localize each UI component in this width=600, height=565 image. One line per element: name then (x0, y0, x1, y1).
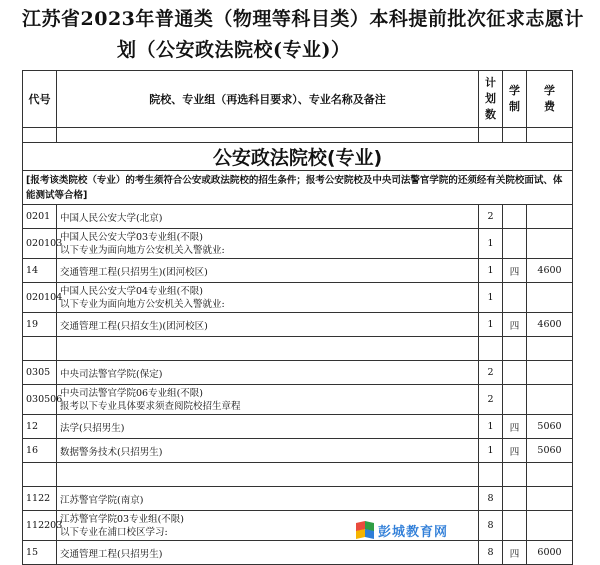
cell-description: 交通管理工程(只招女生)(团河校区) (57, 313, 479, 337)
cell-description: 中国人民公安大学(北京) (57, 205, 479, 229)
cell-plan-count: 1 (479, 259, 503, 283)
cell-fee: 6000 (527, 541, 573, 565)
spacer-cell (503, 128, 527, 143)
spacer-cell (57, 128, 479, 143)
cell-fee: 5060 (527, 415, 573, 439)
cell-description: 江苏警官学院(南京) (57, 487, 479, 511)
cell-years: 四 (503, 541, 527, 565)
cell-code: 112203 (23, 511, 57, 541)
table-row (23, 229, 573, 259)
cell-years (503, 361, 527, 385)
cell-plan-count: 1 (479, 439, 503, 463)
cell-code: 16 (23, 439, 57, 463)
cell-plan-count: 2 (479, 361, 503, 385)
title-line-1: 江苏省2023年普通类（物理等科目类）本科提前批次征求志愿计 (22, 8, 584, 30)
table-row (23, 259, 573, 283)
cell-description: 交通管理工程(只招男生) (57, 541, 479, 565)
book-logo-icon (356, 522, 374, 538)
cell-plan-count: 1 (479, 313, 503, 337)
table-row (23, 205, 573, 229)
cell-code: 15 (23, 541, 57, 565)
table-row (23, 283, 573, 313)
cell-years (503, 229, 527, 259)
cell-years (503, 283, 527, 313)
cell-fee (527, 487, 573, 511)
table-row (23, 487, 573, 511)
cell-fee (527, 337, 573, 361)
header-plan-count (479, 71, 503, 128)
header-plan-count-text: 计划数 (485, 76, 496, 121)
cell-description: 数据警务技术(只招男生) (57, 439, 479, 463)
cell-fee (527, 283, 573, 313)
cell-plan-count: 2 (479, 385, 503, 415)
cell-description: 交通管理工程(只招男生)(团河校区) (57, 259, 479, 283)
cell-years: 四 (503, 259, 527, 283)
table-row (23, 511, 573, 541)
cell-description: 中国人民公安大学04专业组(不限) 以下专业为面向地方公安机关入警就业: (57, 283, 479, 313)
header-years-text: 学制 (509, 84, 520, 113)
cell-code: 030506 (23, 385, 57, 415)
cell-code (23, 463, 57, 487)
watermark-text: 彭城教育网 (378, 524, 449, 540)
table-row (23, 541, 573, 565)
cell-description: 中央司法警官学院06专业组(不限) 报考以下专业具体要求须查阅院校招生章程 (57, 385, 479, 415)
cell-plan-count: 2 (479, 205, 503, 229)
admission-plan-table (22, 70, 573, 565)
cell-code: 0305 (23, 361, 57, 385)
cell-code: 1122 (23, 487, 57, 511)
spacer-cell (23, 128, 57, 143)
cell-fee: 4600 (527, 259, 573, 283)
cell-description: 中央司法警官学院(保定) (57, 361, 479, 385)
category-heading: 公安政法院校(专业) (23, 143, 573, 171)
cell-code: 19 (23, 313, 57, 337)
spacer-cell (527, 128, 573, 143)
cell-description (57, 337, 479, 361)
table-row (23, 337, 573, 361)
cell-code: 020104 (23, 283, 57, 313)
table-row (23, 439, 573, 463)
header-description: 院校、专业组（再选科目要求）、专业名称及备注 (57, 71, 479, 128)
cell-plan-count: 8 (479, 487, 503, 511)
note-row (23, 171, 573, 205)
cell-code: 12 (23, 415, 57, 439)
cell-description: 江苏警官学院03专业组(不限) 以下专业在浦口校区学习: (57, 511, 479, 541)
cell-years (503, 511, 527, 541)
cell-fee (527, 205, 573, 229)
header-years (503, 71, 527, 128)
cell-code: 0201 (23, 205, 57, 229)
header-fee (527, 71, 573, 128)
cell-plan-count (479, 463, 503, 487)
header-code: 代号 (23, 71, 57, 128)
cell-plan-count: 1 (479, 283, 503, 313)
cell-fee (527, 463, 573, 487)
page-title (22, 4, 588, 66)
cell-plan-count: 8 (479, 511, 503, 541)
spacer-cell (479, 128, 503, 143)
table-row (23, 463, 573, 487)
cell-years: 四 (503, 439, 527, 463)
table-row (23, 385, 573, 415)
cell-description (57, 463, 479, 487)
cell-years (503, 205, 527, 229)
watermark-logo (356, 517, 448, 543)
cell-fee (527, 361, 573, 385)
header-fee-text: 学费 (544, 84, 555, 113)
cell-years (503, 487, 527, 511)
header-spacer-row (23, 128, 573, 143)
cell-years (503, 385, 527, 415)
cell-plan-count (479, 337, 503, 361)
cell-code (23, 337, 57, 361)
cell-years: 四 (503, 313, 527, 337)
cell-fee (527, 229, 573, 259)
cell-description: 中国人民公安大学03专业组(不限) 以下专业为面向地方公安机关入警就业: (57, 229, 479, 259)
cell-years: 四 (503, 415, 527, 439)
cell-fee: 5060 (527, 439, 573, 463)
table-row (23, 313, 573, 337)
category-heading-row (23, 143, 573, 171)
cell-code: 14 (23, 259, 57, 283)
cell-fee (527, 511, 573, 541)
cell-code: 020103 (23, 229, 57, 259)
cell-fee (527, 385, 573, 415)
cell-fee: 4600 (527, 313, 573, 337)
header-row (23, 71, 573, 128)
cell-years (503, 337, 527, 361)
cell-plan-count: 1 (479, 415, 503, 439)
cell-years (503, 463, 527, 487)
eligibility-note: [报考该类院校（专业）的考生须符合公安或政法院校的招生条件；报考公安院校及中央司法警官学院的还须经有关院校面试、体能测试等合格] (23, 171, 573, 205)
cell-plan-count: 8 (479, 541, 503, 565)
cell-plan-count: 1 (479, 229, 503, 259)
table-row (23, 415, 573, 439)
cell-description: 法学(只招男生) (57, 415, 479, 439)
table-row (23, 361, 573, 385)
title-line-2: 划（公安政法院校(专业)） (117, 39, 351, 61)
